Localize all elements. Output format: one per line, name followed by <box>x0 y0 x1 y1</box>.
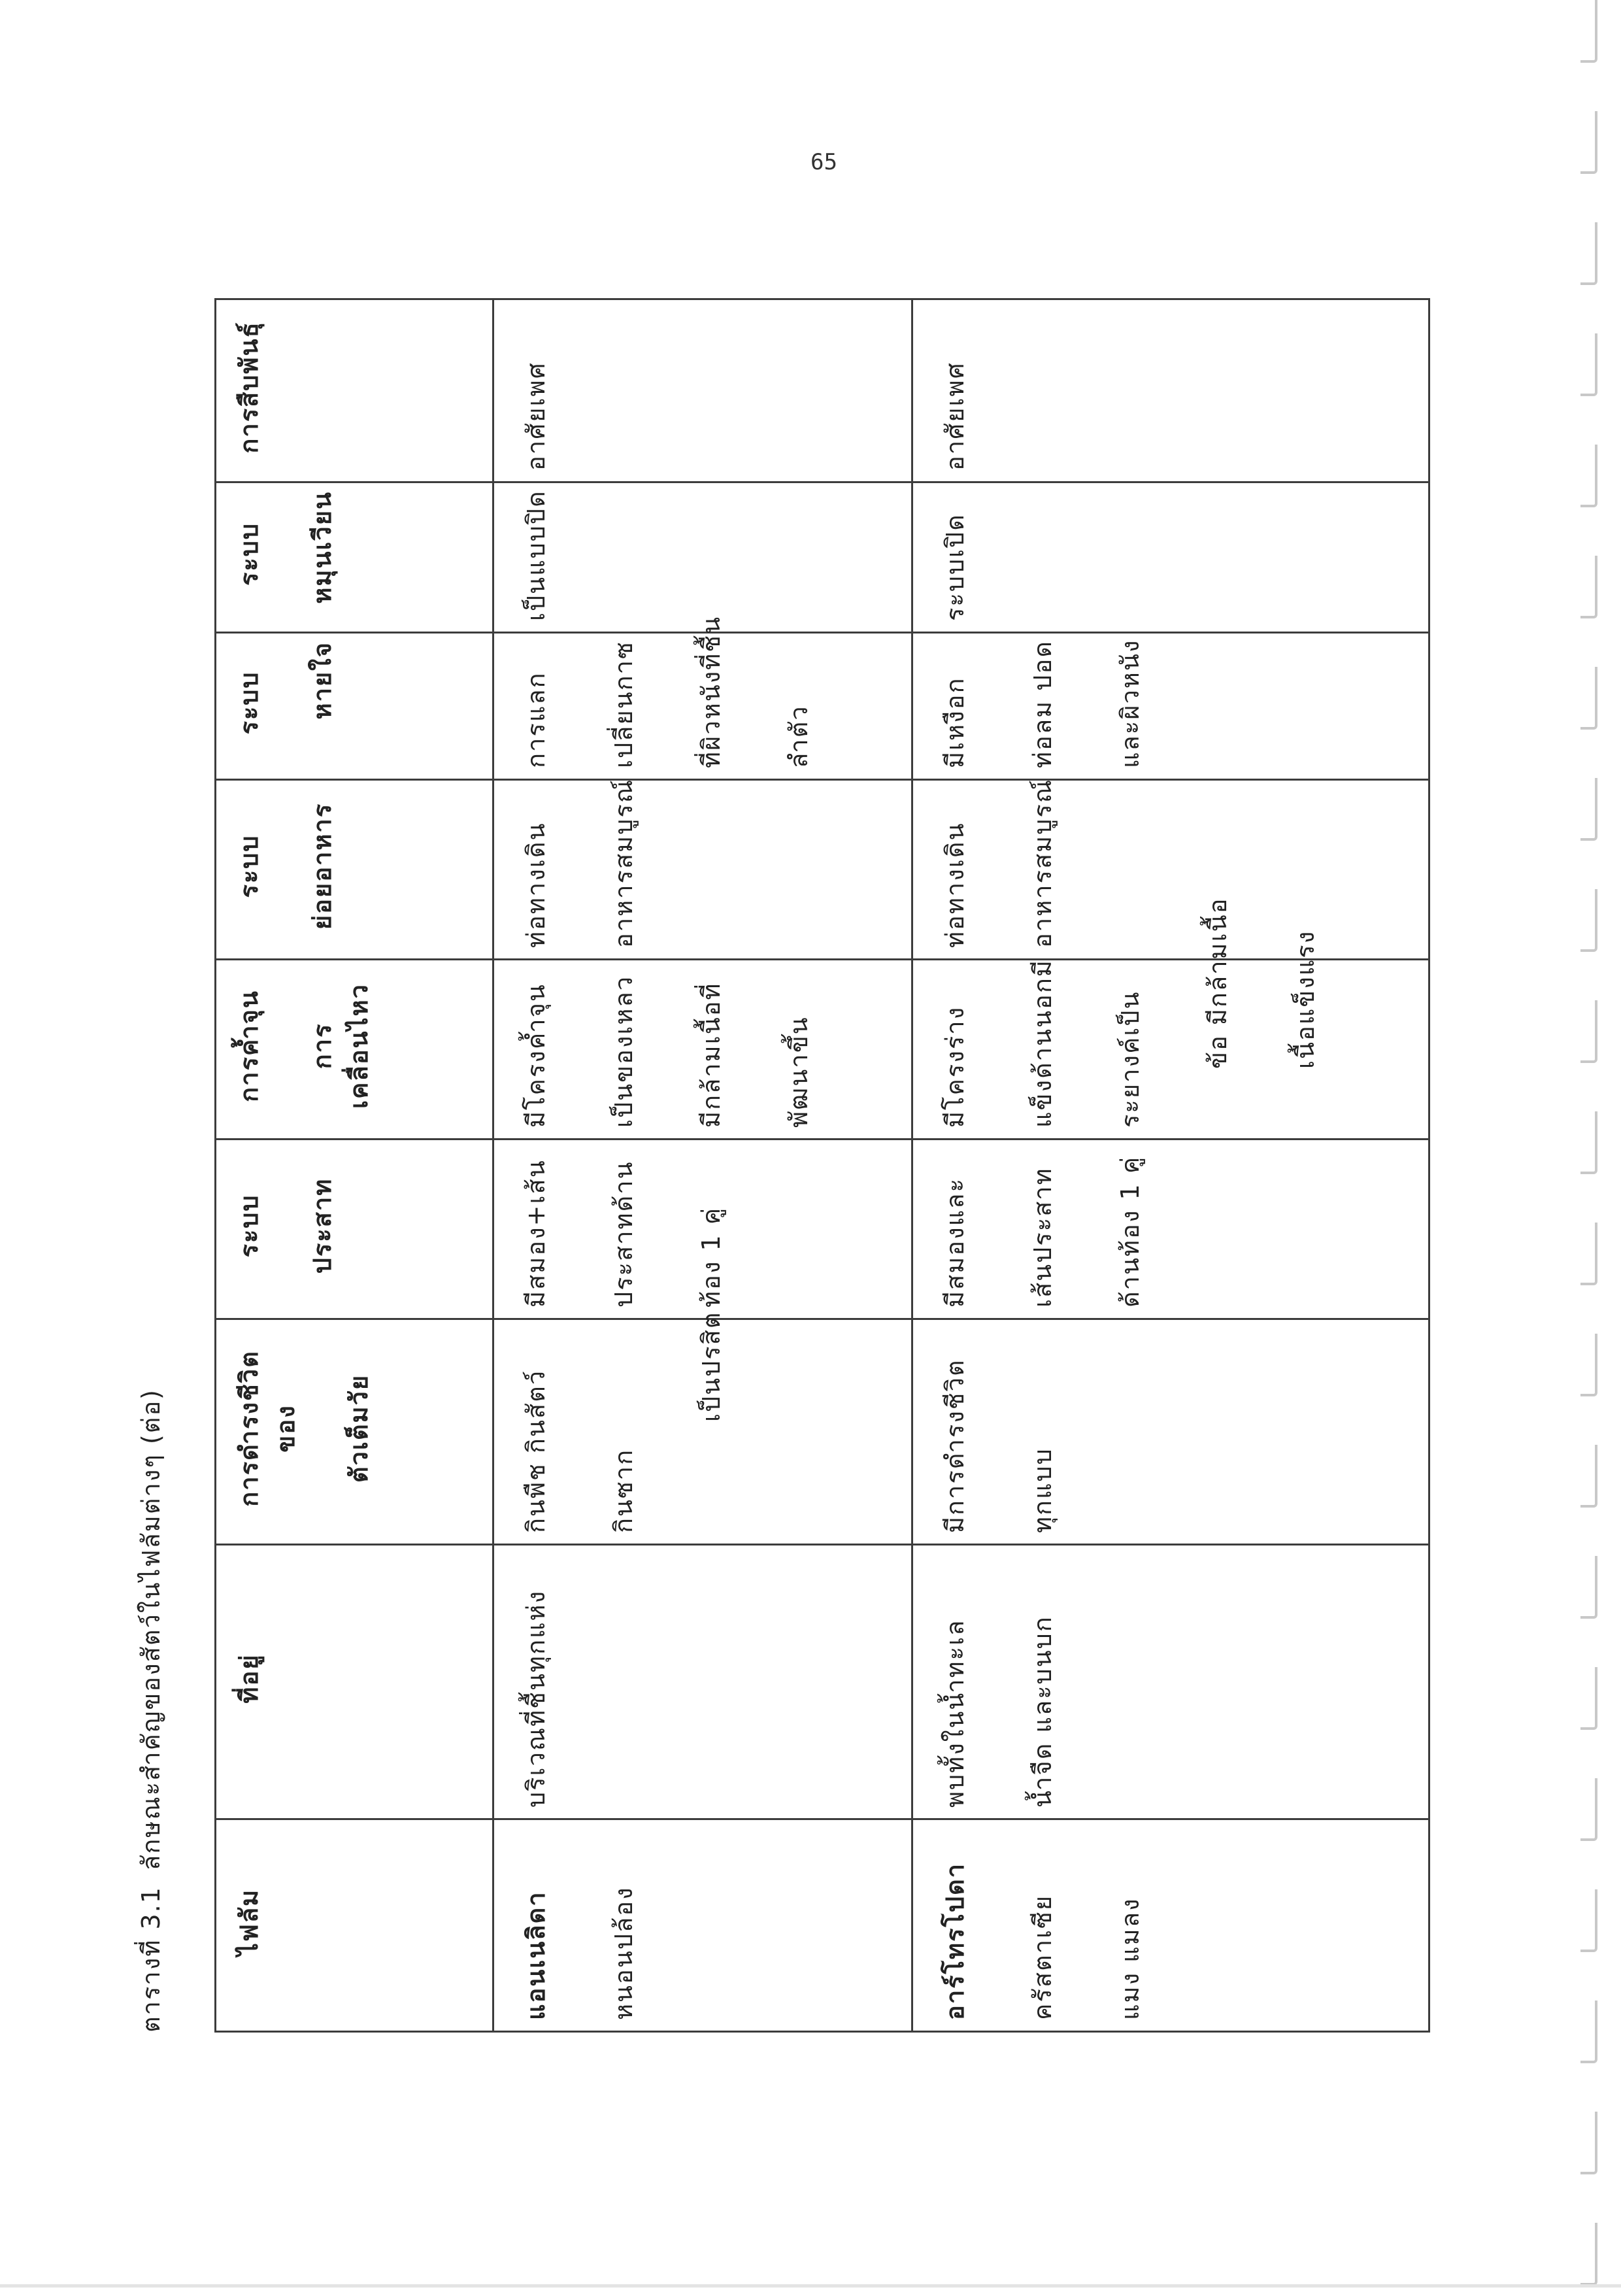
cell-line: อาหารสมบูรณ์ <box>1028 779 1058 948</box>
header-label-line2: หายใจ <box>308 641 337 720</box>
binder-hole <box>1580 111 1597 174</box>
cell-line: ที่ผิวหนังที่ชื้น <box>697 615 726 768</box>
cell-line: มีกล้ามเนื้อที่ <box>697 982 726 1128</box>
header-label: การค้ำจุน <box>235 990 263 1102</box>
header-label: ไฟลัม <box>235 1888 263 1956</box>
cell-line: มีเหงือก <box>941 677 970 768</box>
cell-line: แข็งด้านนอกมี <box>1028 959 1058 1128</box>
cell-circulatory-system <box>912 482 1429 633</box>
header-label: การสืบพันธุ์ <box>235 321 263 454</box>
binder-hole <box>1580 889 1597 952</box>
cell-line: มีโครงค้ำจุน <box>522 983 550 1128</box>
binder-hole <box>1580 1667 1597 1730</box>
binder-hole-strip <box>1580 0 1607 2296</box>
cell-line: ท้อง 1 คู่ <box>697 1206 726 1308</box>
binder-hole <box>1580 1334 1597 1396</box>
header-reproduction <box>216 299 493 482</box>
binder-hole <box>1580 1889 1597 1952</box>
binder-hole <box>1580 2001 1597 2063</box>
header-label: ระบบ <box>235 671 263 735</box>
cell-line: ประสาทด้าน <box>609 1160 638 1308</box>
cell-nervous-system <box>493 1140 912 1319</box>
header-digestive-system <box>216 780 493 960</box>
page-number: 65 <box>811 149 837 175</box>
table-row-annelida <box>493 299 912 2032</box>
caption-title: ลักษณะสำคัญของสัตว์ในไฟลัมต่างๆ (ต่อ) <box>137 1389 165 1871</box>
cell-line: เป็นแบบปิด <box>522 490 550 621</box>
header-circulatory-system <box>216 482 493 633</box>
binder-hole <box>1580 333 1597 396</box>
binder-hole <box>1580 778 1597 841</box>
cell-line: ด้านท้อง 1 คู่ <box>1116 1155 1145 1308</box>
table-caption <box>131 1382 167 2033</box>
cell-phylum <box>912 1819 1429 2032</box>
binder-hole <box>1580 1445 1597 1508</box>
cell-line: แอนเนลิดา <box>522 1891 550 2020</box>
cell-reproduction <box>493 299 912 482</box>
caption-label: ตารางที่ 3.1 <box>137 1886 165 2033</box>
cell-line: กินซาก <box>609 1448 638 1533</box>
header-label: การดำรงชีวิตของ <box>235 1350 300 1507</box>
cell-line: ระบบเปิด <box>941 513 970 621</box>
cell-circulatory-system <box>493 482 912 633</box>
binder-hole <box>1580 445 1597 507</box>
binder-hole <box>1580 1111 1597 1174</box>
cell-digestive-system <box>912 780 1429 960</box>
cell-line: เป็นของเหลว <box>609 975 638 1128</box>
header-phylum <box>216 1819 493 2032</box>
cell-line: เส้นประสาท <box>1028 1167 1058 1308</box>
cell-line: บริเวณที่ชื้นทุกแห่ง <box>522 1589 550 1808</box>
header-habitat <box>216 1545 493 1819</box>
binder-hole <box>1580 1556 1597 1619</box>
header-respiratory-system <box>216 633 493 780</box>
binder-hole <box>1580 1223 1597 1285</box>
cell-line: อาหารสมบูรณ์ <box>609 779 638 948</box>
cell-line: มีสมอง+เส้น <box>522 1159 550 1308</box>
cell-line: เปลี่ยนกาซ <box>609 641 638 768</box>
binder-hole <box>1580 222 1597 285</box>
cell-line: มีการดำรงชีวิต <box>941 1359 970 1533</box>
header-label: ระบบ <box>235 1194 263 1258</box>
cell-line: ทุกแบบ <box>1028 1447 1058 1533</box>
binder-hole <box>1580 0 1597 63</box>
cell-line: มีสมองและ <box>941 1177 970 1308</box>
cell-lifestyle <box>912 1319 1429 1545</box>
cell-line: พบทั้งในน้ำทะเล <box>941 1619 970 1808</box>
header-label-line2: หมุนเวียน <box>308 491 337 604</box>
cell-line: กินพืช กินสัตว์ <box>522 1369 550 1533</box>
header-lifestyle <box>216 1319 493 1545</box>
cell-lifestyle <box>493 1311 912 1545</box>
cell-support-movement <box>912 897 1429 1140</box>
cell-line: แมง แมลง <box>1116 1897 1145 2020</box>
cell-nervous-system <box>912 1140 1429 1319</box>
cell-line: ท่อทางเดิน <box>522 822 550 948</box>
binder-hole <box>1580 556 1597 618</box>
cell-line: อาศัยเพศ <box>522 362 550 471</box>
phylum-characteristics-table <box>214 298 1430 2033</box>
cell-habitat <box>912 1545 1429 1819</box>
header-label-line2: ย่อยอาหาร <box>308 802 337 930</box>
header-label: ที่อยู่ <box>235 1653 263 1704</box>
binder-hole <box>1580 667 1597 730</box>
cell-line: ท่อทางเดิน <box>941 822 970 948</box>
header-label-line2: ประสาท <box>308 1177 337 1274</box>
header-label: ระบบ <box>235 522 263 586</box>
cell-line: เป็นปรสิต <box>697 1311 726 1422</box>
cell-line: การแลก <box>522 671 550 768</box>
cell-line: น้ำจืด และบนบก <box>1028 1615 1058 1808</box>
binder-hole <box>1580 2112 1597 2174</box>
cell-line: อาศัยเพศ <box>941 362 970 471</box>
header-row <box>216 299 493 2032</box>
page-edge <box>0 2284 1621 2288</box>
header-support-movement <box>216 960 493 1140</box>
header-nervous-system <box>216 1140 493 1319</box>
header-label-line2: การเคลื่อนไหว <box>308 983 373 1109</box>
header-label-line2: ตัวเต็มวัย <box>344 1374 373 1483</box>
binder-hole <box>1580 1000 1597 1063</box>
cell-phylum <box>493 1819 912 2032</box>
cell-line: หนอนปล้อง <box>609 1886 638 2020</box>
cell-line: ท่อลม ปอด <box>1028 640 1058 768</box>
cell-line: ระยางค์เป็น <box>1116 990 1145 1128</box>
cell-line: อาร์โทรโปดา <box>941 1863 970 2020</box>
rotated-table-frame <box>137 300 1430 2033</box>
cell-line: เนื้อแข็งแรง <box>1291 930 1320 1069</box>
cell-line: มีโครงร่าง <box>941 1005 970 1128</box>
cell-reproduction <box>912 299 1429 482</box>
cell-support-movement <box>493 960 912 1140</box>
cell-habitat <box>493 1545 912 1819</box>
cell-digestive-system <box>493 780 912 960</box>
cell-line: ข้อ มีกล้ามเนื้อ <box>1203 897 1233 1069</box>
cell-line: และผิวหนัง <box>1116 639 1145 768</box>
binder-hole <box>1580 2223 1597 2286</box>
binder-hole <box>1580 1778 1597 1841</box>
cell-line: พัฒนาขึ้น <box>784 1016 813 1128</box>
cell-respiratory-system <box>912 633 1429 780</box>
cell-line: ครัสตาเซีย <box>1028 1894 1058 2020</box>
header-label: ระบบ <box>235 834 263 898</box>
cell-line: ลำตัว <box>784 705 813 768</box>
table-row-arthropoda <box>912 299 1429 2032</box>
cell-respiratory-system <box>493 615 912 780</box>
